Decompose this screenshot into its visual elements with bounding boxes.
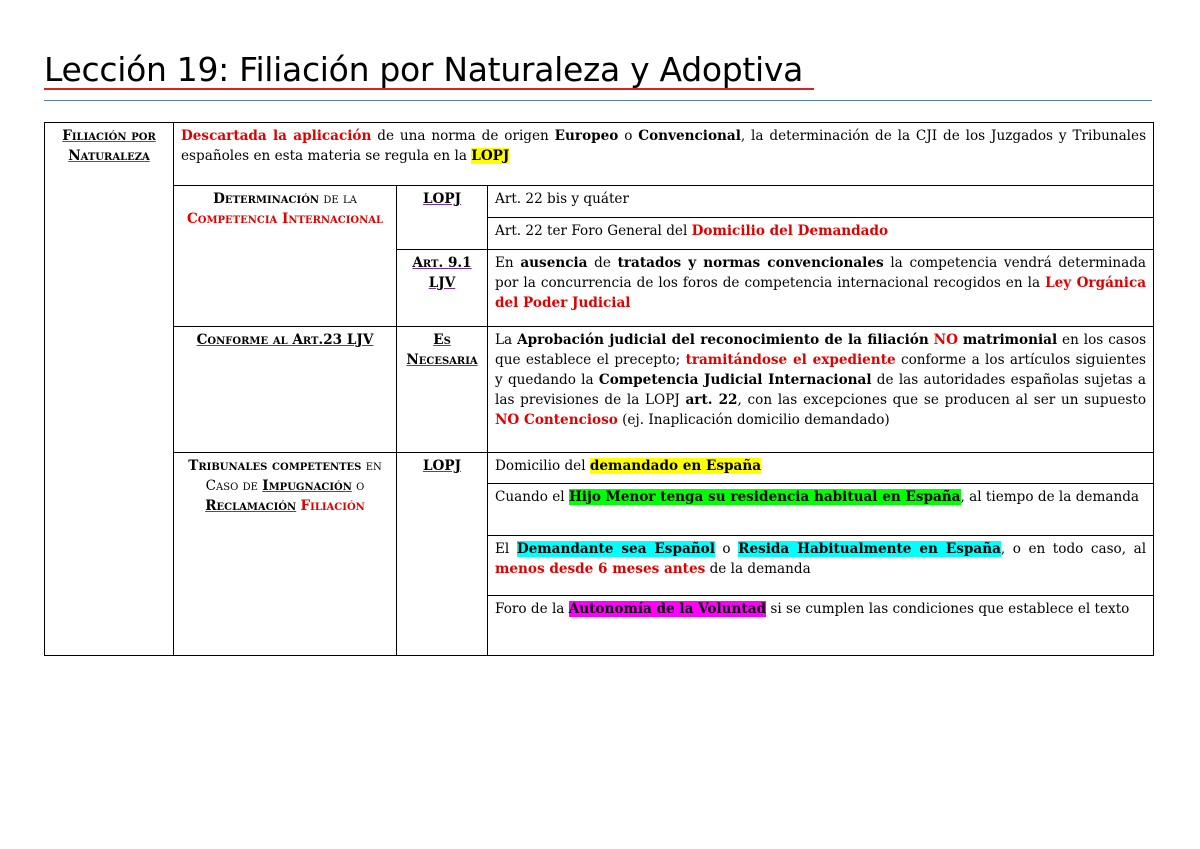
sec3-lopj-cell: [397, 453, 488, 656]
sec1-lopj: LOPJ: [422, 191, 462, 207]
sec3-row1: [488, 453, 1154, 484]
sec2-part: tramitándose el expediente: [685, 352, 896, 368]
sec2-header-cell: [174, 327, 397, 453]
sec3-head-part: Tribunales competentes: [188, 458, 362, 474]
sec3-r4-part: si se cumplen las condiciones que establece el texto: [766, 601, 1130, 617]
intro-part: Convencional: [638, 128, 741, 144]
sec3-row3: [488, 536, 1154, 596]
sec1-row3: [488, 250, 1154, 327]
sec1-row3-part: la competencia vendrá determinada por la concurrencia de los foros de competencia internacional recogidos en la: [495, 255, 1147, 291]
sec1-row2-part: Art. 22 ter Foro General del: [495, 223, 692, 239]
sec3-r4-part: Autonomía de la Voluntad: [568, 601, 767, 617]
intro-part: Descartada la aplicación: [181, 128, 372, 144]
sec3-head-part: en: [361, 458, 382, 474]
sec3-head-part: Impugnación: [262, 478, 352, 494]
sec2-mid-line1: Es: [433, 332, 451, 348]
sec3-r3-part: o: [714, 541, 739, 557]
sec2-head: Conforme al Art.23 LJV: [196, 332, 374, 348]
sec2-part: de las autoridades españolas sujetas a las previsiones de la LOPJ: [495, 372, 1147, 408]
sec1-row3-part: tratados y normas convencionales: [617, 255, 884, 271]
sec3-row4: [488, 596, 1154, 656]
sec3-r3-part: Demandante sea Español: [516, 541, 715, 557]
sec2-part: en los casos que establece el precepto;: [495, 332, 1147, 368]
sec3-r4-part: Foro de la: [495, 601, 569, 617]
title-rule: [44, 100, 1152, 101]
sec2-part: Competencia Judicial Internacional: [598, 372, 872, 388]
sec1-head-part: Determinación: [213, 191, 320, 207]
sec1-art91-cell: [397, 250, 488, 327]
sec1-header-cell: [174, 186, 397, 327]
sec3-r2-part: , al tiempo de la demanda: [960, 489, 1140, 505]
sec3-r2-part: Cuando el: [495, 489, 569, 505]
sec2-text: [488, 327, 1154, 453]
sec1-head-part: de la: [319, 191, 357, 207]
col1-label-line2: Naturaleza: [68, 148, 150, 164]
sec2-mid-line2: Necesaria: [406, 352, 478, 368]
col1-label-line1: Filiación por: [62, 128, 156, 144]
sec3-r3-part: de la demanda: [705, 561, 811, 577]
sec3-head-part: o: [351, 478, 365, 494]
page-title: Lección 19: Filiación por Naturaleza y Adoptiva: [44, 50, 804, 89]
sec3-r3-part: Resida Habitualmente en España: [738, 541, 1001, 557]
sec3-r1-part: demandado en España: [589, 458, 762, 474]
sec2-part: , con las excepciones que se producen al ser un supuesto: [737, 392, 1147, 408]
sec2-part: Aprobación judicial del reconocimiento de la filiación: [517, 332, 929, 348]
sec2-part: art. 22: [685, 392, 738, 408]
sec3-r3-part: menos desde 6 meses antes: [495, 561, 706, 577]
intro-part: de una norma de origen: [371, 128, 555, 144]
sec1-row2: [488, 218, 1154, 250]
sec3-head-part: Reclamación: [205, 498, 297, 514]
sec3-r3-part: El: [495, 541, 517, 557]
sec3-row2: [488, 484, 1154, 536]
sec1-head-part: Competencia Internacional: [186, 211, 384, 227]
sec1-row1-text: Art. 22 bis y quáter: [495, 191, 629, 207]
sec2-part: (ej. Inaplicación domicilio demandado): [617, 412, 890, 428]
sec2-part: NO: [933, 332, 958, 348]
sec3-lopj: LOPJ: [422, 458, 462, 474]
sec3-head-part: Caso: [205, 478, 239, 494]
sec3-head-part: de: [238, 478, 263, 494]
art91-line2: LJV: [428, 275, 456, 291]
sec2-part: La: [495, 332, 518, 348]
intro-part: o: [618, 128, 639, 144]
art91-line1: Art. 9.1: [412, 255, 472, 271]
title-underline: [44, 88, 814, 90]
sec2-mid-cell: [397, 327, 488, 453]
filiacion-table: [44, 122, 1154, 656]
intro-lopj: LOPJ: [471, 148, 510, 164]
filiacion-naturaleza-cell: [45, 123, 174, 656]
sec1-row3-part: ausencia: [520, 255, 588, 271]
sec3-header-cell: [174, 453, 397, 656]
sec3-r2-part: Hijo Menor tenga su residencia habitual en España: [568, 489, 961, 505]
intro-cell: [174, 123, 1154, 186]
sec1-row3-part: de: [587, 255, 618, 271]
sec2-part: matrimonial: [962, 332, 1058, 348]
intro-part: Europeo: [554, 128, 619, 144]
sec2-part: conforme a los artículos siguientes y quedando la: [495, 352, 1147, 388]
sec3-head-part: Filiación: [300, 498, 365, 514]
sec3-r1-part: Domicilio del: [495, 458, 590, 474]
sec2-part: NO Contencioso: [495, 412, 618, 428]
sec1-row2-part: Domicilio del Demandado: [691, 223, 889, 239]
sec3-r3-part: , o en todo caso, al: [1000, 541, 1147, 557]
sec1-row1: [488, 186, 1154, 218]
sec1-row3-part: En: [495, 255, 521, 271]
sec1-lopj-cell: [397, 186, 488, 250]
sec1-row3-part: Ley Orgánica del Poder Judicial: [495, 275, 1147, 311]
intro-part: , la determinación de la CJI de los Juzgados y Tribunales españoles en esta materia se regula en la: [181, 128, 1147, 164]
